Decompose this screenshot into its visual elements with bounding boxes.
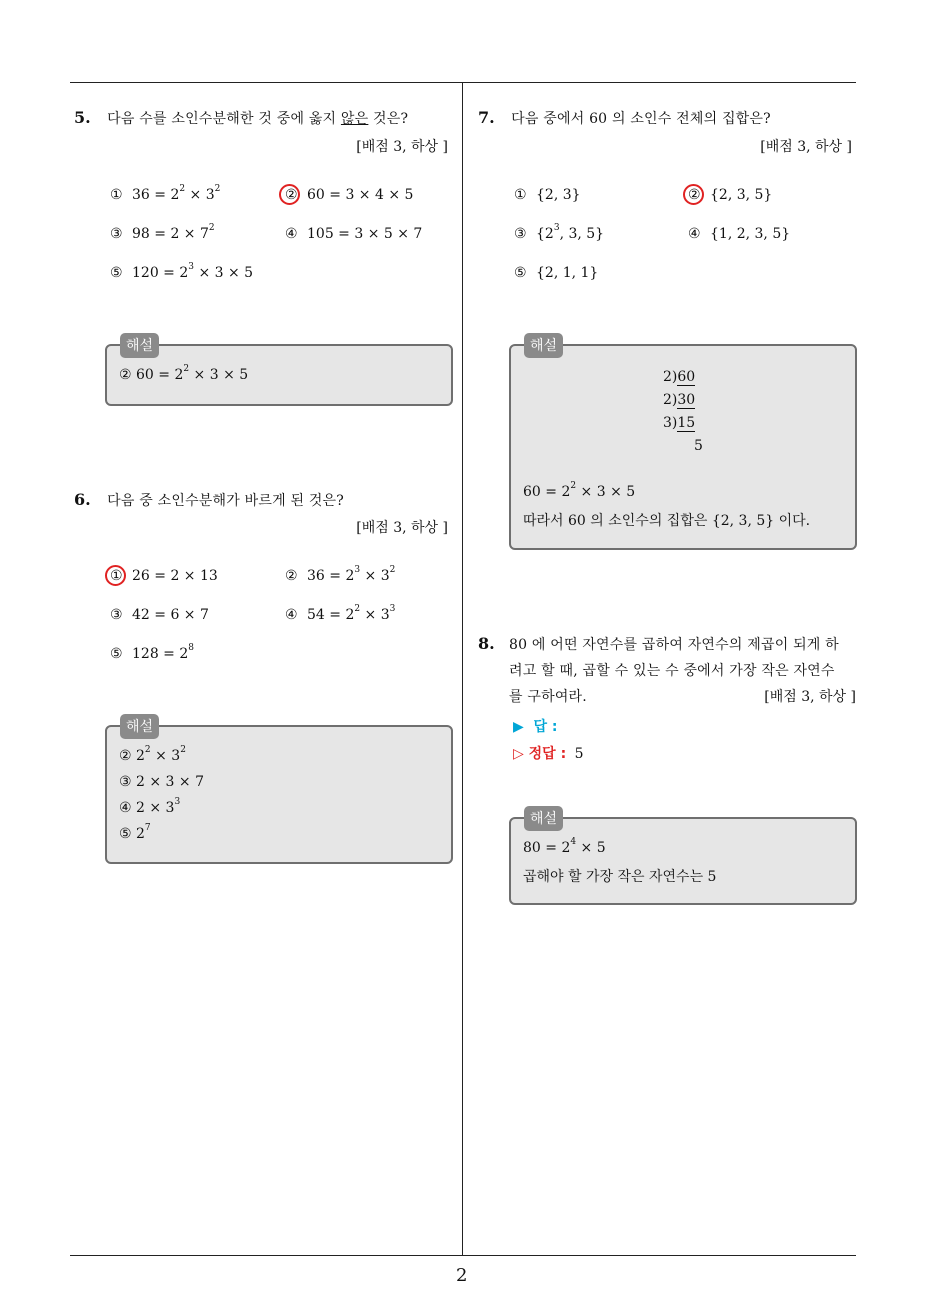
q7-solution-box (509, 344, 857, 550)
q8-correct-value: 5 (574, 746, 584, 762)
q7-option-1[interactable]: ① {2, 3} (514, 187, 581, 203)
q7-option-2[interactable]: ② {2, 3, 5} (688, 187, 773, 203)
q6-solution-line-4: ⑤ $2^7$ (119, 823, 151, 842)
q6-number: 6. (74, 490, 91, 509)
q5-option-5[interactable]: ⑤ $120 = 2^3 \times 3 \times 5$ (110, 262, 254, 281)
q5-header (74, 108, 408, 128)
q6-option-5[interactable]: ⑤ $128 = 2^8$ (110, 643, 194, 662)
column-divider (462, 83, 463, 1255)
q6-solution-line-2: ③ 2 × 3 × 7 (119, 774, 204, 790)
q8-solution-line-2: 곱해야 할 가장 작은 자연수는 5 (523, 869, 717, 885)
bottom-rule (70, 1255, 856, 1256)
division-row-1: 2)60 (663, 369, 696, 385)
q8-solution-box (509, 817, 857, 905)
q6-solution-box (105, 725, 453, 864)
q5-option-2[interactable]: ② 60 = 3 × 4 × 5 (285, 187, 414, 203)
division-row-2: 2)30 (663, 392, 696, 408)
q7-option-5[interactable]: ⑤ {2, 1, 1} (514, 265, 599, 281)
top-rule (70, 82, 856, 83)
q8-correct-label: ▷ 정답 : (513, 746, 567, 762)
q5-score: [배점 3, 하상 ] (356, 139, 448, 155)
q5-selected-circle (279, 184, 300, 205)
q5-number: 5. (74, 108, 91, 127)
q7-selected-circle (683, 184, 704, 205)
q6-text: 다음 중 소인수분해가 바르게 된 것은? (107, 493, 344, 509)
q6-selected-circle (105, 565, 126, 586)
q8-text-line-3: 를 구하여라. (509, 689, 587, 705)
q6-solution-tag: 해설 (120, 714, 159, 739)
q5-text: 다음 수를 소인수분해한 것 중에 옳지 않은 것은? (107, 111, 409, 127)
q8-solution-line-1: $80 = 2^4 \times 5$ (523, 837, 606, 856)
q6-option-1[interactable]: ① 26 = 2 × 13 (110, 568, 218, 584)
q5-option-3[interactable]: ③ $98 = 2 \times 7^2$ (110, 223, 215, 242)
q7-option-4[interactable]: ④ {1, 2, 3, 5} (688, 226, 791, 242)
division-row-3: 3)15 (663, 415, 696, 431)
q5-option-4[interactable]: ④ 105 = 3 × 5 × 7 (285, 226, 423, 242)
q7-solution-tag: 해설 (524, 333, 563, 358)
q7-number: 7. (478, 108, 495, 127)
q7-header (478, 108, 771, 128)
q5-solution-line: ② $60 = 2^2 \times 3 \times 5$ (119, 364, 249, 383)
q6-solution-line-1: ② $2^2 \times 3^2$ (119, 745, 186, 764)
q7-option-3[interactable]: ③ {$2^3$, 3, 5} (514, 223, 605, 242)
q7-score: [배점 3, 하상 ] (760, 139, 852, 155)
q7-solution-line-1: $60 = 2^2 \times 3 \times 5$ (523, 481, 636, 500)
q8-correct-row (513, 743, 584, 763)
q8-answer-label: ▶ 답 : (513, 719, 558, 735)
q6-solution-line-3: ④ $2 \times 3^3$ (119, 797, 181, 816)
q7-text: 다음 중에서 60 의 소인수 전체의 집합은? (511, 111, 771, 127)
q8-text-line-1: 80 에 어떤 자연수를 곱하여 자연수의 제곱이 되게 하 (509, 637, 839, 653)
q8-number: 8. (478, 634, 495, 653)
q8-solution-tag: 해설 (524, 806, 563, 831)
q8-text-line-2: 려고 할 때, 곱할 수 있는 수 중에서 가장 작은 자연수 (509, 663, 835, 679)
page-number: 2 (456, 1265, 468, 1286)
q5-option-1[interactable]: ① $36 = 2^2 \times 3^2$ (110, 184, 221, 203)
q6-option-2[interactable]: ② $36 = 2^3 \times 3^2$ (285, 565, 396, 584)
division-row-4: 5 (694, 438, 703, 454)
q6-header (74, 490, 344, 510)
q6-option-3[interactable]: ③ 42 = 6 × 7 (110, 607, 209, 623)
q6-score: [배점 3, 하상 ] (356, 520, 448, 536)
q5-solution-tag: 해설 (120, 333, 159, 358)
q7-solution-line-2: 따라서 60 의 소인수의 집합은 {2, 3, 5} 이다. (523, 513, 811, 529)
q8-score: [배점 3, 하상 ] (764, 689, 856, 705)
q6-option-4[interactable]: ④ $54 = 2^2 \times 3^3$ (285, 604, 396, 623)
